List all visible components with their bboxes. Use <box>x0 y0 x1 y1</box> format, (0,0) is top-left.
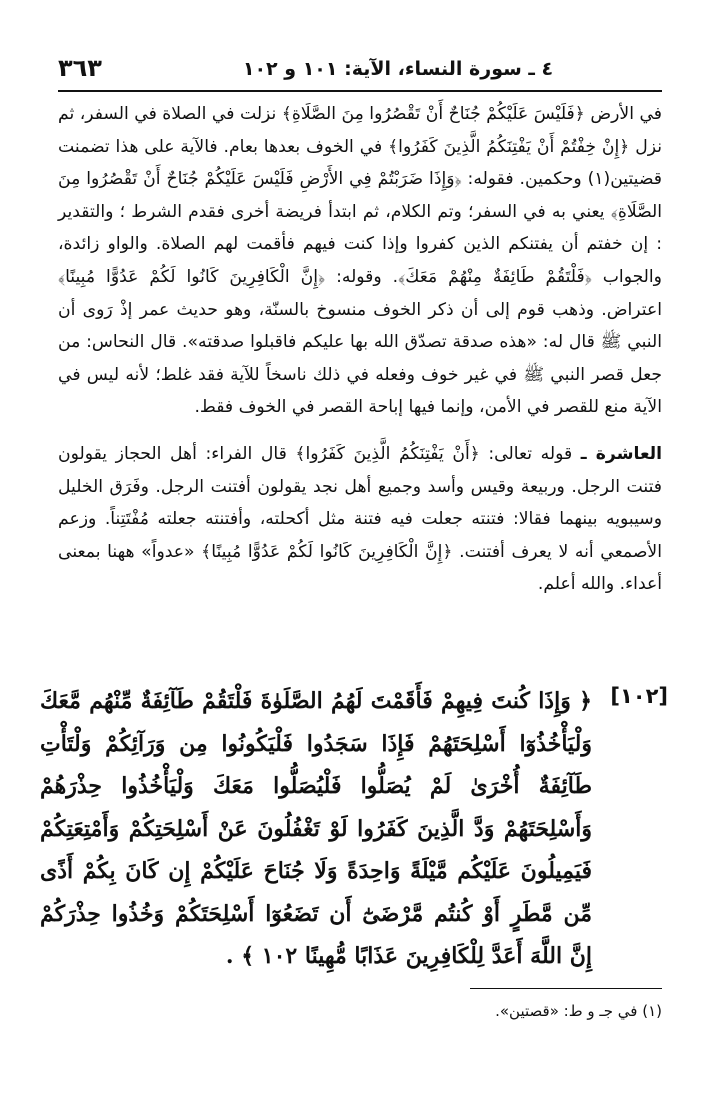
page-number: ٣٦٣ <box>58 54 102 82</box>
section-lead: العاشرة ـ <box>580 443 663 464</box>
footnote-divider <box>470 988 662 989</box>
quran-verse-block <box>40 680 668 978</box>
verse-text: ﴿ وَإِذَا كُنتَ فِيهِمْ فَأَقَمْتَ لَهُمُ الصَّلَوٰةَ فَلْتَقُمْ طَآئِفَةٌ مِّنْهُم مَّعَكَ وَلْيَأْخُذُوٓا أَسْلِحَتَهُمْ فَإِذَا سَجَدُوا فَلْيَكُونُوا مِن وَرَآئِكُمْ وَلْتَأْتِ طَآئِفَةٌ أُخْرَىٰ لَمْ يُصَلُّوا فَلْيُصَلُّوا مَعَكَ وَلْيَأْخُذُوا حِذْرَهُمْ وَأَسْلِحَتَهُمْ وَدَّ الَّذِينَ كَفَرُوا لَوْ تَغْفُلُونَ عَنْ أَسْلِحَتِكُمْ وَأَمْتِعَتِكُمْ فَيَمِيلُونَ عَلَيْكُم مَّيْلَةً وَاحِدَةً وَلَا جُنَاحَ عَلَيْكُمْ إِن كَانَ بِكُمْ أَذًى مِّن مَّطَرٍ أَوْ كُنتُم مَّرْضَىٰٓ أَن تَضَعُوٓا أَسْلِحَتَكُمْ وَخُذُوا حِذْرَكُمْ إِنَّ اللَّهَ أَعَدَّ لِلْكَافِرِينَ عَذَابًا مُّهِينًا ١٠٢ ﴾ . <box>40 688 592 969</box>
header-divider <box>58 90 662 92</box>
footnote: (١) في جـ و ط: «قصتين». <box>495 1002 662 1020</box>
section-text: قوله تعالى: ﴿أَنْ يَفْتِنَكُمُ الَّذِينَ كَفَرُوا﴾ قال الفراء: أهل الحجاز يقولون فتنت الرجل. وربيعة وقيس وأسد وجميع أهل نجد يقولون أفتنت الرجل. وفَرَق الخليل وسيبويه بينهما فقالا: فتنته جعلت فيه فتنة مثل أكحلته، وأفتنته جعلته مُفْتَتِناً. وزعم الأصمعي أنه لا يعرف أفتنت. ﴿إِنَّ الْكَافِرِينَ كَانُوا لَكُمْ عَدُوًّا مُبِينًا﴾ «عدواً» ههنا بمعنى أعداء. والله أعلم. <box>58 443 662 595</box>
commentary-paragraph-tenth <box>58 438 662 601</box>
commentary-paragraph: في الأرض ﴿فَلَيْسَ عَلَيْكُمْ جُنَاحٌ أَنْ تَقْصُرُوا مِنَ الصَّلَاةِ﴾ نزلت في الصلاة في السفر، ثم نزل ﴿إِنْ خِفْتُمْ أَنْ يَفْتِنَكُمُ الَّذِينَ كَفَرُوا﴾ في الخوف بعدها بعام. فالآية على هذا تضمنت قضيتين(١) وحكمين. فقوله: ﴿وَإِذَا ضَرَبْتُمْ فِي الأَرْضِ فَلَيْسَ عَلَيْكُمْ جُنَاحٌ أَنْ تَقْصُرُوا مِنَ الصَّلَاةِ﴾ يعني به في السفر؛ وتم الكلام، ثم ابتدأ فريضة أخرى فقدم الشرط ؛ والتقدير : إن خفتم أن يفتنكم الذين كفروا وإذا كنت فيهم فأقمت لهم الصلاة. والواو زائدة، والجواب ﴿فَلْتَقُمْ طَائِفَةٌ مِنْهُمْ مَعَكَ﴾. وقوله: ﴿إِنَّ الْكَافِرِينَ كَانُوا لَكُمْ عَدُوًّا مُبِينًا﴾ اعتراض. وذهب قوم إلى أن ذكر الخوف منسوخ بالسنّة، وهو حديث عمر إذْ رَوى أن النبي ﷺ قال له: «هذه صدقة تصدّق الله بها عليكم فاقبلوا صدقته». قال النحاس: من جعل قصر النبي ﷺ في غير خوف وفعله في ذلك ناسخاً للآية فقد غلط؛ لأنه ليس في الآية منع للقصر في الأمن، وإنما فيها إباحة القصر في الخوف فقط. <box>58 104 662 418</box>
verse-number: [١٠٢] <box>610 684 668 708</box>
page-header <box>58 52 658 92</box>
running-title: ٤ ـ سورة النساء، الآية: ١٠١ و ١٠٢ <box>242 58 554 80</box>
commentary-body <box>58 98 662 601</box>
